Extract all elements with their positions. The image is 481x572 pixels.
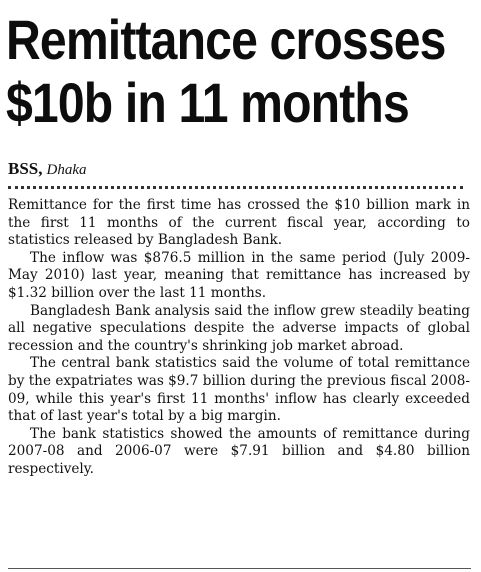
article-paragraph-1: Remittance for the first time has crossed the $10 billion mark in the first 11 months of the current fiscal year, according to statistics released by Bangladesh Bank. [8, 197, 470, 249]
article-paragraph-2: The inflow was $876.5 million in the same period (July 2009-May 2010) last year, meaning that remittance has increased by $1.32 billion over the last 11 months. [8, 249, 470, 301]
bottom-rule [8, 568, 471, 569]
article-body [8, 197, 470, 479]
article-paragraph-3: Bangladesh Bank analysis said the inflow grew steadily beating all negative speculations despite the adverse impacts of global recession and the country's shrinking job market abroad. [8, 302, 470, 354]
article-paragraph-4: The central bank statistics said the volume of total remittance by the expatriates was $9.7 billion during the previous fiscal 2008-09, while this year's first 11 months' inflow has clearly exceeded that of last year's total by a big margin. [8, 355, 470, 425]
byline-dateline: Dhaka [46, 162, 87, 178]
article-headline [6, 8, 446, 134]
byline-agency: BSS, [8, 159, 43, 178]
dotted-divider [8, 186, 463, 189]
article-paragraph-5: The bank statistics showed the amounts of remittance during 2007-08 and 2006-07 were $7.91 billion and $4.80 billion respectively. [8, 425, 470, 477]
headline-line-1: Remittance crosses [6, 8, 446, 71]
byline [8, 159, 87, 180]
headline-line-2: $10b in 11 months [6, 71, 409, 134]
